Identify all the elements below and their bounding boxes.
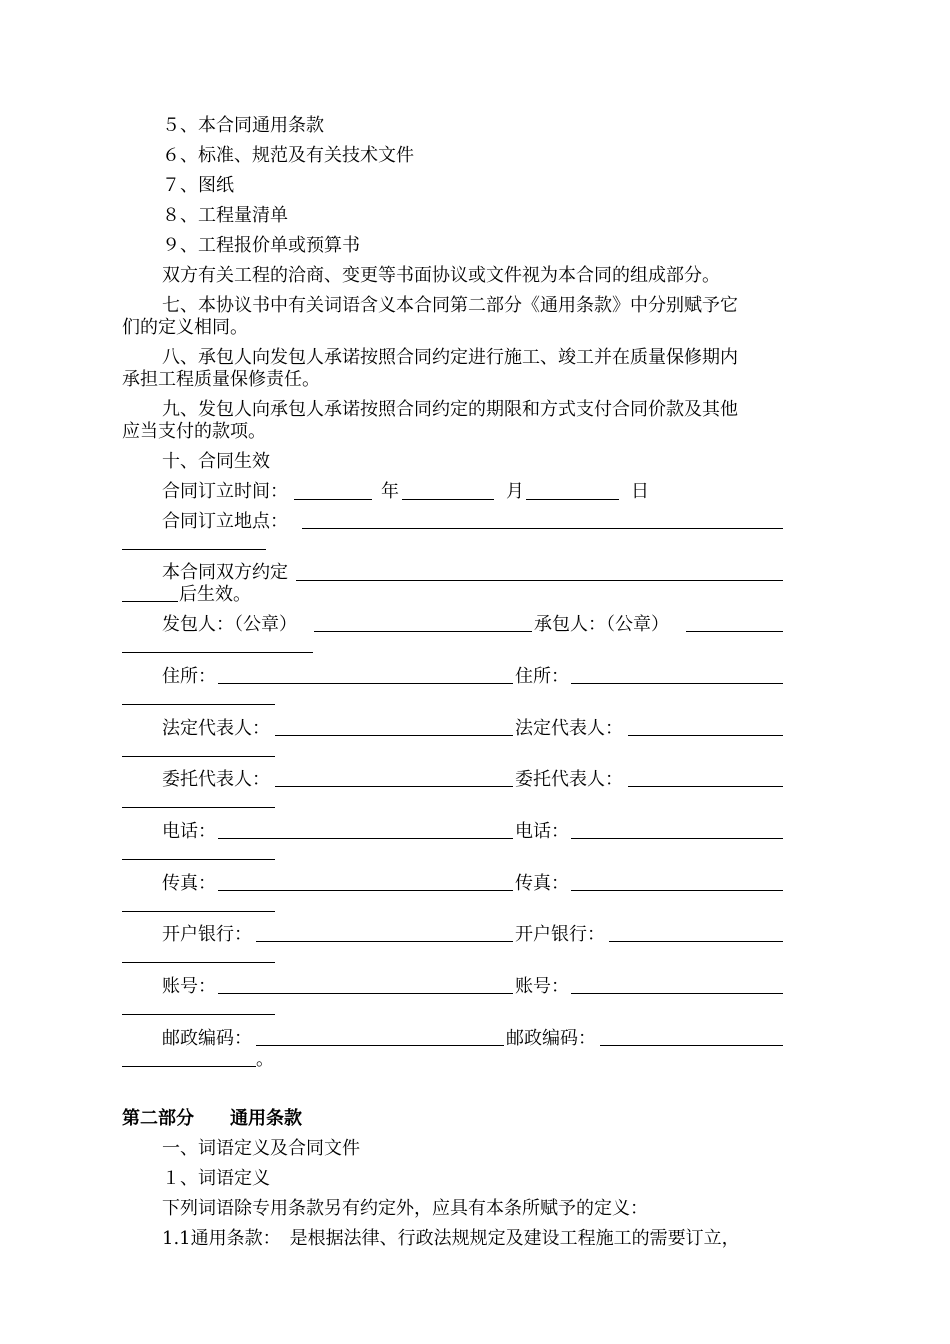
contractor-fax-blank-cont[interactable] [122,911,275,912]
clause-9-line1: 九、发包人向承包人承诺按照合同约定的期限和方式支付合同价款及其他 [162,399,738,420]
employer-legal-rep-blank[interactable] [275,735,513,736]
list-item: ８、工程量清单 [162,205,288,226]
contractor-bank-label: 开户银行： [515,924,605,945]
sign-place-blank-cont[interactable] [122,549,266,550]
employer-address-label: 住所： [162,666,216,687]
contractor-seal-blank[interactable] [686,631,783,632]
sign-year-blank[interactable] [294,499,372,500]
contractor-fax-blank[interactable] [571,890,783,891]
paragraph-negotiation: 双方有关工程的洽商、变更等书面协议或文件视为本合同的组成部分。 [162,265,720,286]
employer-address-blank[interactable] [218,683,513,684]
contractor-address-label: 住所： [515,666,569,687]
sign-month-label: 月 [506,481,524,502]
contractor-account-label: 账号： [515,976,569,997]
contractor-phone-blank[interactable] [571,838,783,839]
employer-seal-label: 发包人：（公章） [162,614,297,635]
sign-place-blank[interactable] [302,528,783,529]
clause-9-line2: 应当支付的款项。 [122,421,266,442]
clause-7-line1: 七、本协议书中有关词语含义本合同第二部分《通用条款》中分别赋予它 [162,295,738,316]
effective-label: 本合同双方约定 [162,562,288,583]
employer-account-label: 账号： [162,976,216,997]
contractor-postcode-label: 邮政编码： [506,1028,596,1049]
contractor-account-blank[interactable] [571,993,783,994]
sign-day-blank[interactable] [526,499,619,500]
final-period: 。 [256,1049,274,1070]
clause-8-line1: 八、承包人向发包人承诺按照合同约定进行施工、竣工并在质量保修期内 [162,347,738,368]
sign-place-label: 合同订立地点： [162,511,288,532]
sign-month-blank[interactable] [402,499,494,500]
employer-seal-blank[interactable] [314,631,532,632]
list-item: ６、标准、规范及有关技术文件 [162,145,414,166]
employer-phone-blank[interactable] [218,838,513,839]
contractor-agent-blank[interactable] [628,786,783,787]
employer-postcode-blank[interactable] [256,1045,504,1046]
clause-7-line2: 们的定义相同。 [122,317,248,338]
list-item: ５、本合同通用条款 [162,115,324,136]
effective-suffix: 后生效。 [179,584,251,605]
contractor-postcode-blank[interactable] [600,1045,783,1046]
employer-phone-label: 电话： [162,821,216,842]
contractor-phone-blank-cont[interactable] [122,859,275,860]
part2-section-1: 一、词语定义及合同文件 [162,1138,360,1159]
contractor-legal-rep-blank-cont[interactable] [122,756,275,757]
sign-year-label: 年 [381,481,399,502]
employer-postcode-label: 邮政编码： [162,1028,252,1049]
contractor-seal-blank-cont[interactable] [122,652,313,653]
part2-intro: 下列词语除专用条款另有约定外，应具有本条所赋予的定义： [162,1198,648,1219]
effective-blank[interactable] [296,580,783,581]
sign-time-label: 合同订立时间： [162,481,288,502]
contractor-address-blank[interactable] [571,683,783,684]
list-item: ７、图纸 [162,175,234,196]
effective-blank-cont[interactable] [122,601,178,602]
contractor-seal-label: 承包人：（公章） [534,614,669,635]
employer-bank-blank[interactable] [256,941,513,942]
contractor-address-blank-cont[interactable] [122,704,275,705]
part2-title: 第二部分 通用条款 [122,1108,302,1129]
employer-fax-blank[interactable] [218,890,513,891]
contractor-bank-blank-cont[interactable] [122,962,275,963]
employer-fax-label: 传真： [162,873,216,894]
contractor-phone-label: 电话： [515,821,569,842]
employer-agent-label: 委托代表人： [162,769,270,790]
employer-agent-blank[interactable] [275,786,513,787]
contractor-postcode-blank-cont[interactable] [122,1066,256,1067]
contractor-agent-blank-cont[interactable] [122,807,275,808]
contractor-fax-label: 传真： [515,873,569,894]
clause-10-heading: 十、合同生效 [162,451,270,472]
clause-8-line2: 承担工程质量保修责任。 [122,369,320,390]
employer-account-blank[interactable] [218,993,513,994]
list-item: ９、工程报价单或预算书 [162,235,360,256]
part2-subsection-1: １、词语定义 [162,1168,270,1189]
employer-bank-label: 开户银行： [162,924,252,945]
contractor-bank-blank[interactable] [609,941,783,942]
sign-day-label: 日 [631,481,649,502]
contractor-legal-rep-blank[interactable] [628,735,783,736]
employer-legal-rep-label: 法定代表人： [162,718,270,739]
contractor-agent-label: 委托代表人： [515,769,623,790]
contractor-legal-rep-label: 法定代表人： [515,718,623,739]
contractor-account-blank-cont[interactable] [122,1014,275,1015]
part2-definition-1-1: 1.1通用条款： 是根据法律、行政法规规定及建设工程施工的需要订立， [162,1228,740,1249]
